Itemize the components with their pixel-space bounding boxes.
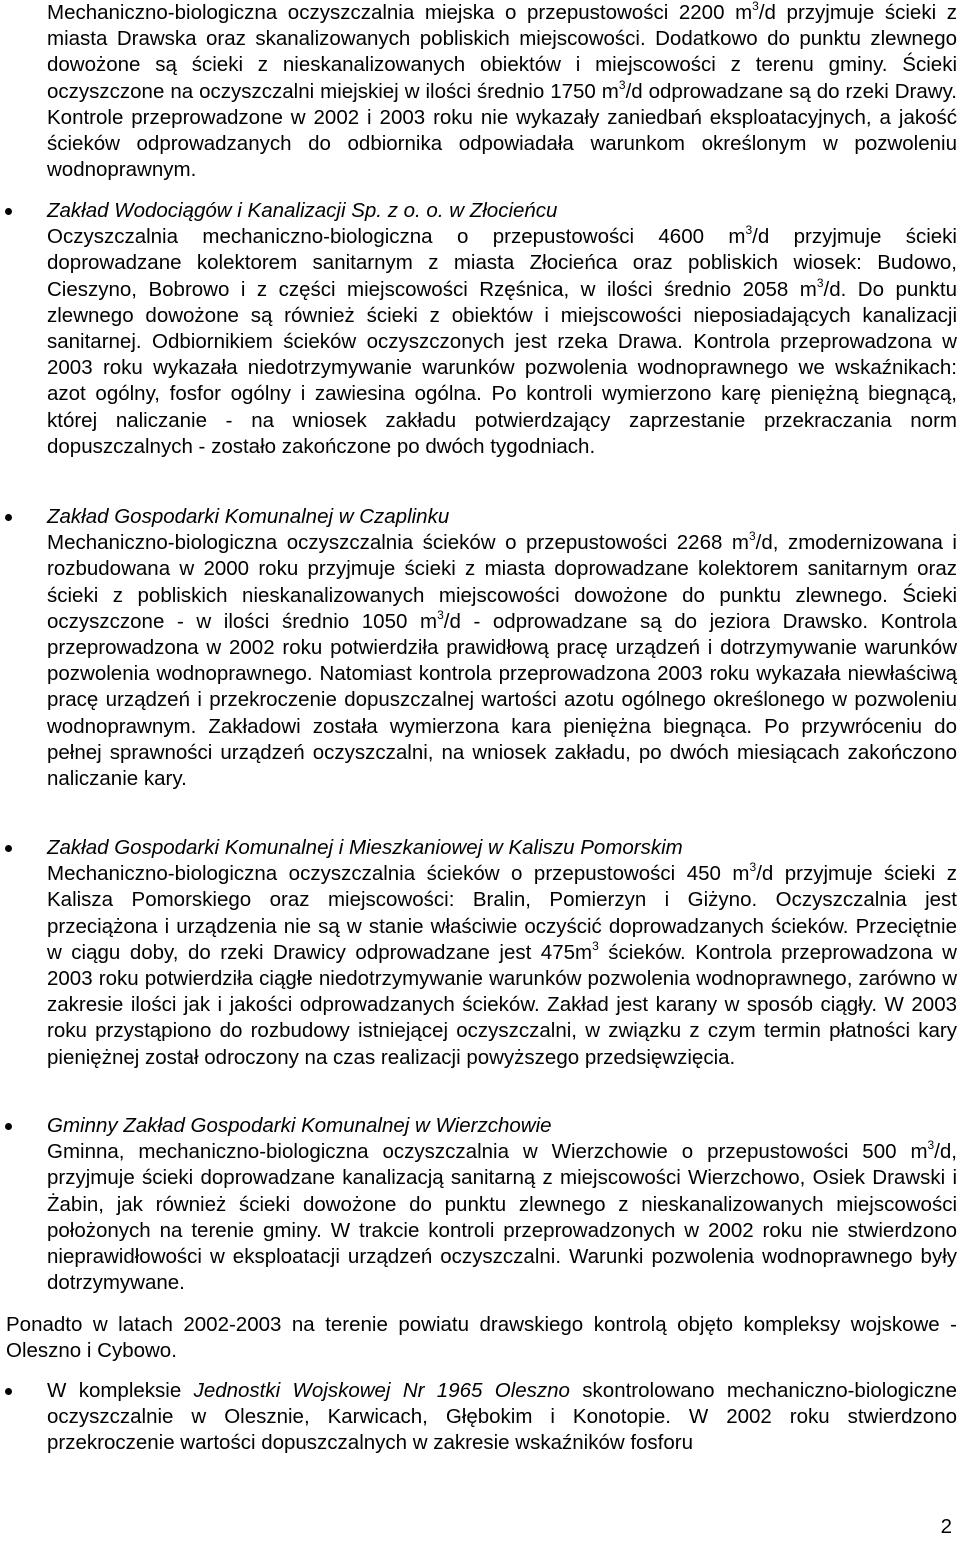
text-span: /d, przyjmuje ścieki doprowadzane kanalizacją sanitarną z miejscowości Wierzchowo, Osiek Drawski i Żabin, jak również ścieki dowożone do punktu zlewnego z nieskanalizowanych miejscowości położonych na terenie gminy. W trakcie kontroli przeprowadzonych w 2002 roku nie stwierdzono nieprawidłowości w eksploatacji urządzeń oczyszczalni. Warunki pozwolenia wodnoprawnego były dotrzymywane. (47, 1140, 957, 1295)
superscript: 3 (748, 529, 756, 544)
bullet-icon (5, 514, 12, 521)
text-span: /d przyjmuje ścieki z Kalisza Pomorskiego oraz miejscowości: Bralin, Pomierzyn i Giżyno. Oczyszczalnia jest przeciążona i urządzenia nie są w stanie właściwie oczyścić doprowadzanych ścieków. Przeciętnie w ciągu doby, do rzeki Drawicy odprowadzane jest 475m (47, 862, 957, 964)
superscript: 3 (927, 1138, 935, 1153)
superscript: 3 (752, 0, 759, 14)
superscript: 3 (749, 860, 757, 875)
text-span: /d. Do punktu zlewnego dowożone są również ścieki z obiektów i miejscowości nieposiadających kanalizacji sanitarnej. Odbiornikiem ścieków oczyszczonych jest rzeka Drawa. Kontrola przeprowadzona w 2003 roku wykazała niedotrzymywanie warunków pozwolenia wodnoprawnego we wskaźnikach: azot ogólny, fosfor ogólny i zawiesina ogólna. Po kontroli wymierzono karę pieniężną biegnącą, której naliczanie - na wniosek zakładu potwierdzający zaprzestanie przekraczania norm dopuszczalnych - zostało zakończone po dwóch tygodniach. (47, 277, 957, 458)
section-czaplinek (47, 504, 957, 792)
superscript: 3 (618, 77, 626, 92)
text-span: /d przyjmuje ścieki z miasta Drawska oraz skanalizowanych pobliskich miejscowości. Dodatkowo do punktu zlewnego dowożone są ścieki z nieskanalizowanych obiektów i miejscowości z terenu gminy. Ścieki oczyszczone na oczyszczalni miejskiej w ilości średnio 1750 m (47, 1, 957, 103)
section-heading: Zakład Gospodarki Komunalnej w Czaplinku (47, 505, 450, 528)
text-span: Mechaniczno-biologiczna oczyszczalnia ścieków o przepustowości 450 m (47, 862, 750, 886)
text-span: /d przyjmuje ścieki doprowadzane kolektorem sanitarnym z miasta Złocieńca oraz pobliskich wiosek: Budowo, Cieszyno, Bobrowo i z części miejscowości Rzęśnica, w ilości średnio 2058 m (47, 225, 957, 301)
text-span: skontrolowano mechaniczno-biologiczne oczyszczalnie w Olesznie, Karwicach, Głębokim i Konotopie. W 2002 roku stwierdzono przekroczenie wartości dopuszczalnych w zakresie wskaźników fosforu (47, 1379, 958, 1455)
section-kalisz (47, 835, 957, 1071)
bullet-icon (5, 845, 12, 852)
bullet-icon (5, 1388, 12, 1395)
section-heading: Gminny Zakład Gospodarki Komunalnej w Wierzchowie (47, 1114, 552, 1137)
paragraph-military: Ponadto w latach 2002-2003 na terenie powiatu drawskiego kontrolą objęto kompleksy wojskowe - Oleszno i Cybowo. (6, 1313, 957, 1363)
text-span: W kompleksie (47, 1379, 194, 1402)
superscript: 3 (745, 223, 753, 238)
section-oleszno (47, 1378, 957, 1457)
text-span: /d - odprowadzane są do jeziora Drawsko. Kontrola przeprowadzona w 2002 roku potwierdziła prawidłową pracę urządzeń i dotrzymywanie warunków pozwolenia wodnoprawnego. Natomiast kontrola przeprowadzona 2003 roku wykazała niewłaściwą pracę urządzeń i przekroczenie dopuszczalnej wartości azotu ogólnego określonego w pozwoleniu wodnoprawnym. Zakładowi została wymierzona kara pieniężna biegnąca. Po przywróceniu do pełnej sprawności urządzeń oczyszczalni, na wniosek zakładu, po dwóch miesiącach zakończono naliczanie kary. (47, 609, 958, 791)
text-span: Mechaniczno-biologiczna oczyszczalnia ścieków o przepustowości 2268 m (47, 531, 749, 555)
paragraph-drawsko (47, 0, 957, 183)
text-span: Mechaniczno-biologiczna oczyszczalnia miejska o przepustowości 2200 m (47, 1, 753, 24)
superscript: 3 (592, 938, 599, 953)
superscript: 3 (437, 607, 444, 622)
section-heading: Zakład Gospodarki Komunalnej i Mieszkaniowej w Kaliszu Pomorskim (47, 836, 683, 859)
section-heading: Zakład Wodociągów i Kanalizacji Sp. z o. o. w Złocieńcu (47, 199, 558, 222)
section-wierzchowo (47, 1113, 957, 1296)
text-span: ścieków. Kontrola przeprowadzona w 2003 roku potwierdziła ciągłe niedotrzymywanie warunków pozwolenia wodnoprawnego, zarówno w zakresie ilości jak i jakości odprowadzanych ścieków. Zakład jest karany w sposób ciągły. W 2003 roku przystąpiono do rozbudowy istniejącej oczyszczalni, w związku z czym termin płatności kary pieniężnej został odroczony na czas realizacji powyższego przedsięwzięcia. (47, 940, 957, 1069)
bullet-icon (5, 208, 12, 215)
military-unit-name: Jednostki Wojskowej Nr 1965 Oleszno (193, 1379, 570, 1402)
bullet-icon (5, 1123, 12, 1130)
superscript: 3 (816, 275, 824, 290)
text-span: /d, zmodernizowana i rozbudowana w 2000 roku przyjmuje ścieki z miasta doprowadzane kolektorem sanitarnym oraz ścieki z pobliskich nieskanalizowanych miejscowości dowożone do punktu zlewnego. Ścieki oczyszczone - w ilości średnio 1050 m (47, 531, 957, 633)
text-span: /d odprowadzane są do rzeki Drawy. Kontrole przeprowadzone w 2002 i 2003 roku nie wykazały zaniedbań eksploatacyjnych, a jakość ścieków odprowadzanych do odbiornika odpowiadała warunkom określonym w pozwoleniu wodnoprawnym. (47, 79, 958, 182)
page-number: 2 (940, 1515, 952, 1538)
text-span: Gminna, mechaniczno-biologiczna oczyszczalnia w Wierzchowie o przepustowości 500 m (47, 1140, 928, 1164)
text-span: Oczyszczalnia mechaniczno-biologiczna o przepustowości 4600 m (47, 225, 746, 249)
section-zlocieniec (47, 198, 957, 460)
